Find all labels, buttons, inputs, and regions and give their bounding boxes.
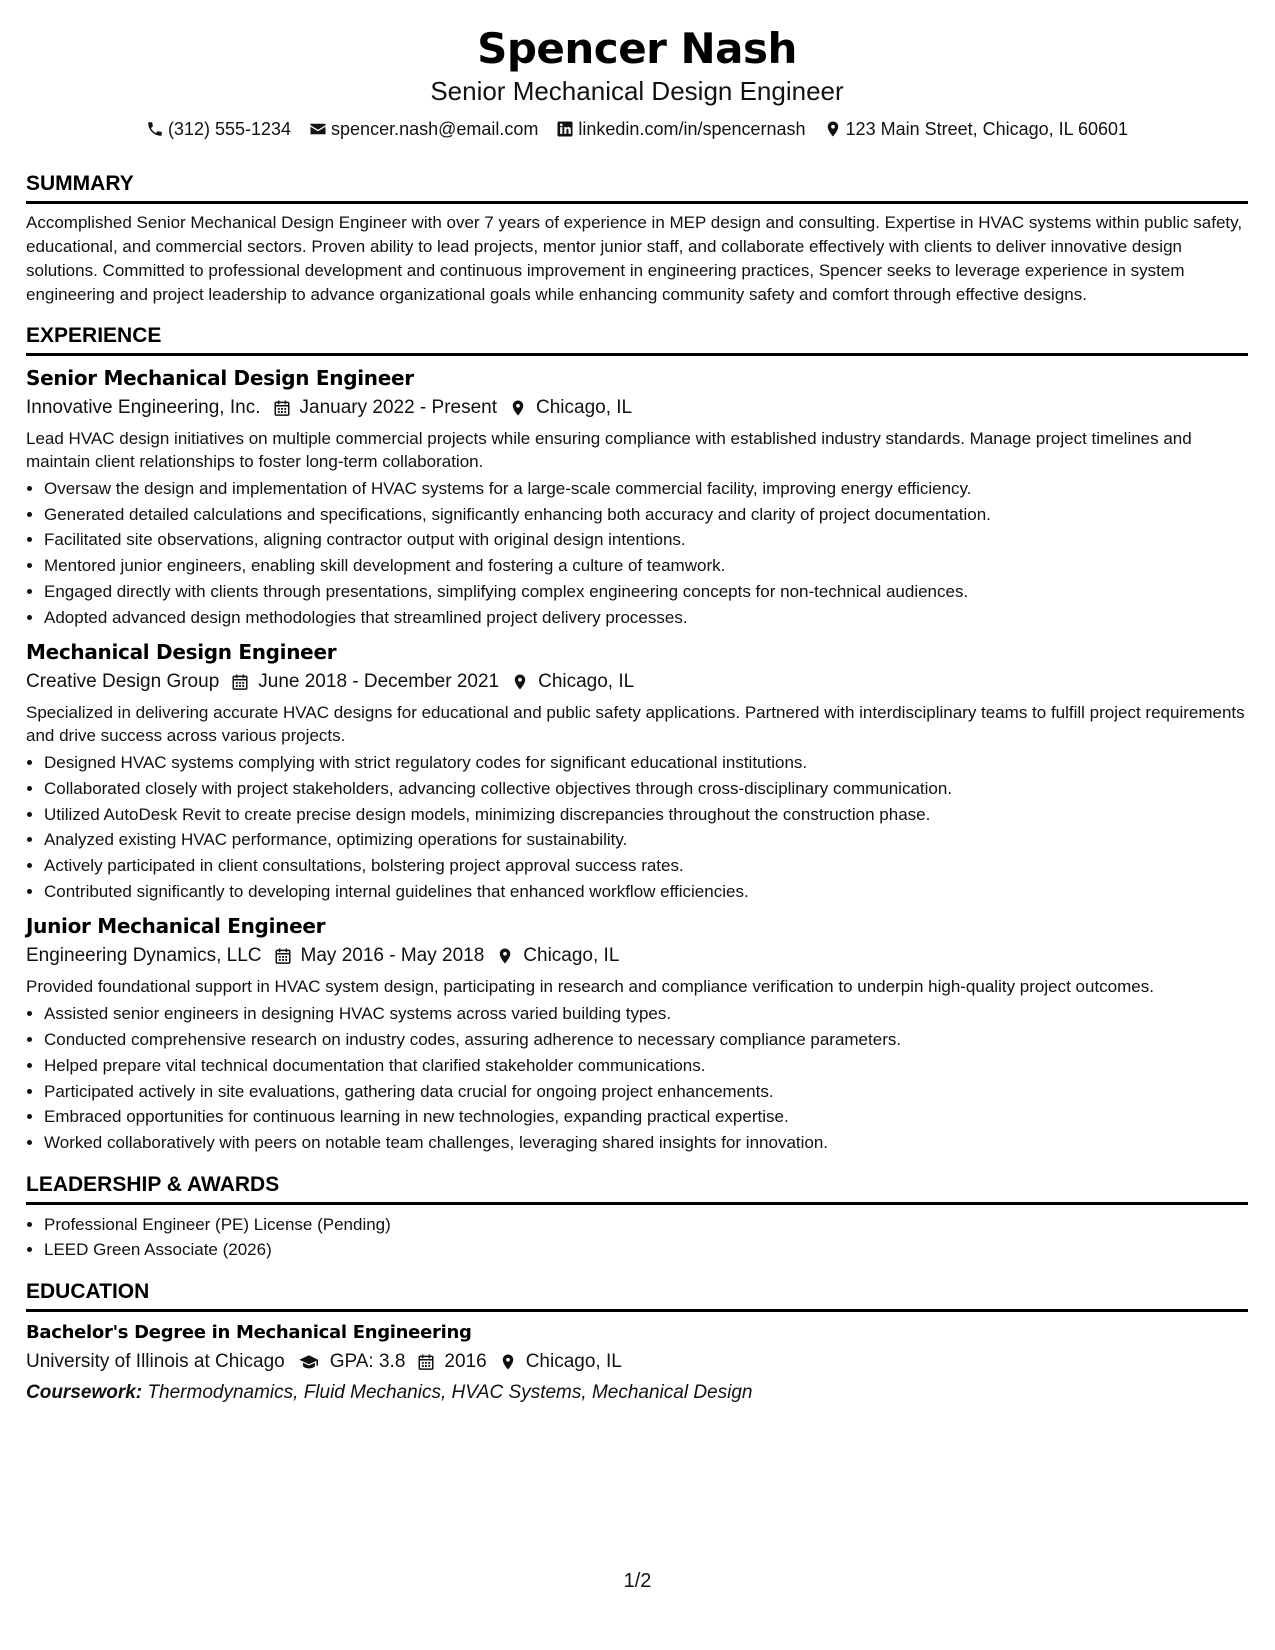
contact-bar (26, 117, 1248, 141)
calendar-icon (273, 399, 291, 417)
list-item: • Worked collaboratively with peers on notable team challenges, leveraging shared insights for innovation. (44, 1130, 1248, 1156)
experience-heading: EXPERIENCE (26, 323, 1248, 356)
list-item: • Actively participated in client consultations, bolstering project approval success rates. (44, 853, 1248, 879)
list-item: • Embraced opportunities for continuous learning in new technologies, expanding practical expertise. (44, 1104, 1248, 1130)
calendar-icon (274, 947, 292, 965)
location-pin-icon (511, 673, 529, 691)
list-item: • Utilized AutoDesk Revit to create precise design models, minimizing discrepancies throughout the construction phase. (44, 802, 1248, 828)
list-item: • Collaborated closely with project stakeholders, advancing collective objectives through cross-disciplinary communication. (44, 776, 1248, 802)
job-bullets (26, 750, 1248, 904)
job-location (511, 667, 634, 697)
phone-icon (146, 120, 164, 138)
linkedin-icon (556, 120, 574, 138)
job-entry (26, 638, 1248, 904)
job-dates (231, 667, 499, 697)
job-meta (26, 941, 1248, 971)
coursework-text: Thermodynamics, Fluid Mechanics, HVAC Systems, Mechanical Design (147, 1382, 753, 1404)
envelope-icon (309, 120, 327, 138)
education-year (417, 1347, 486, 1377)
calendar-icon (231, 673, 249, 691)
summary-text: Accomplished Senior Mechanical Design Engineer with over 7 years of experience in MEP design and consulting. Expertise in HVAC systems within public safety, educational, and commercial sectors. Proven ability to lead projects, mentor junior staff, and collaborate effectively with clients to deliver innovative design solutions. Committed to professional development and continuous improvement in engineering practices, Spencer seeks to leverage experience in system engineering and project leadership to advance organizational goals while enhancing community safety and comfort through effective designs. (26, 213, 1243, 304)
list-item: • Facilitated site observations, aligning contractor output with original design intentions. (44, 527, 1248, 553)
education-location (499, 1347, 622, 1377)
page-number: 1/2 (623, 1570, 652, 1592)
education-heading: EDUCATION (26, 1279, 1248, 1312)
candidate-title: Senior Mechanical Design Engineer (430, 76, 844, 106)
education-year-text: 2016 (444, 1351, 487, 1373)
job-dates-text: June 2018 - December 2021 (258, 671, 500, 693)
job-description: Provided foundational support in HVAC system design, participating in research and compliance verification to underpin high-quality project outcomes. (26, 977, 1154, 997)
list-item: • Generated detailed calculations and specifications, significantly enhancing both accuracy and clarity of project documentation. (44, 502, 1248, 528)
education-meta (26, 1347, 1248, 1377)
address-text: 123 Main Street, Chicago, IL 60601 (845, 119, 1129, 139)
summary-heading: SUMMARY (26, 171, 1248, 204)
location-pin-icon (509, 399, 527, 417)
job-meta (26, 393, 1248, 423)
coursework-label: Coursework: (26, 1382, 143, 1404)
job-company: Engineering Dynamics, LLC (26, 945, 262, 967)
job-location-text: Chicago, IL (536, 397, 633, 418)
job-title: Mechanical Design Engineer (26, 640, 337, 665)
list-item: • Professional Engineer (PE) License (Pending) (44, 1212, 1248, 1238)
job-bullets (26, 1001, 1248, 1155)
list-item: • Analyzed existing HVAC performance, optimizing operations for sustainability. (44, 827, 1248, 853)
list-item: • Adopted advanced design methodologies that streamlined project delivery processes. (44, 605, 1248, 631)
job-description: Lead HVAC design initiatives on multiple commercial projects while ensuring compliance with established industry standards. Manage project timelines and maintain client relationships to foster long-term collaboration. (26, 429, 1192, 471)
education-school: University of Illinois at Chicago (26, 1351, 285, 1373)
job-title: Junior Mechanical Engineer (26, 914, 326, 939)
job-location (509, 393, 632, 423)
education-coursework (26, 1379, 1248, 1407)
location-pin-icon (496, 947, 514, 965)
list-item: • Engaged directly with clients through presentations, simplifying complex engineering concepts for non-technical audiences. (44, 579, 1248, 605)
list-item: • Designed HVAC systems complying with strict regulatory codes for significant educational institutions. (44, 750, 1248, 776)
contact-linkedin[interactable] (556, 117, 805, 141)
list-item: • Contributed significantly to developing internal guidelines that enhanced workflow efficiencies. (44, 879, 1248, 905)
list-item: • Mentored junior engineers, enabling skill development and fostering a culture of teamwork. (44, 553, 1248, 579)
education-gpa (297, 1347, 406, 1377)
job-dates-text: May 2016 - May 2018 (300, 945, 485, 967)
leadership-heading: LEADERSHIP & AWARDS (26, 1172, 1248, 1205)
job-dates-text: January 2022 - Present (299, 397, 498, 418)
linkedin-text: linkedin.com/in/spencernash (578, 119, 806, 139)
phone-text: (312) 555-1234 (167, 119, 292, 139)
list-item: • Oversaw the design and implementation of HVAC systems for a large-scale commercial facility, improving energy efficiency. (44, 476, 1248, 502)
education-gpa-text: GPA: 3.8 (329, 1351, 406, 1373)
contact-email[interactable] (309, 117, 538, 141)
contact-address (824, 117, 1129, 141)
email-text: spencer.nash@email.com (331, 119, 539, 139)
job-title: Senior Mechanical Design Engineer (26, 366, 414, 390)
list-item: • Participated actively in site evaluations, gathering data crucial for ongoing project enhancements. (44, 1079, 1248, 1105)
job-bullets (26, 476, 1248, 630)
resume-page (26, 0, 1248, 1407)
list-item: • Assisted senior engineers in designing HVAC systems across varied building types. (44, 1001, 1248, 1027)
job-company: Innovative Engineering, Inc. (26, 397, 261, 418)
calendar-icon (417, 1353, 435, 1371)
job-location-text: Chicago, IL (523, 945, 620, 967)
graduation-cap-icon (297, 1353, 321, 1371)
leadership-list (26, 1212, 1248, 1263)
job-description: Specialized in delivering accurate HVAC designs for educational and public safety applications. Partnered with interdisciplinary teams to fulfill project requirements and drive success across various projects. (26, 703, 1245, 746)
education-location-text: Chicago, IL (525, 1351, 622, 1373)
job-entry (26, 364, 1248, 630)
education-degree: Bachelor's Degree in Mechanical Engineering (26, 1322, 472, 1344)
list-item: • Helped prepare vital technical documentation that clarified stakeholder communications. (44, 1053, 1248, 1079)
job-dates (274, 941, 485, 971)
job-location (496, 941, 619, 971)
location-pin-icon (824, 120, 842, 138)
job-location-text: Chicago, IL (538, 671, 635, 693)
contact-phone[interactable] (146, 117, 291, 141)
list-item: • Conducted comprehensive research on industry codes, assuring adherence to necessary compliance parameters. (44, 1027, 1248, 1053)
job-meta (26, 667, 1248, 697)
location-pin-icon (499, 1353, 517, 1371)
job-dates (273, 393, 498, 423)
candidate-name: Spencer Nash (477, 24, 797, 73)
list-item: • LEED Green Associate (2026) (44, 1237, 1248, 1263)
job-entry (26, 912, 1248, 1155)
job-company: Creative Design Group (26, 671, 220, 693)
